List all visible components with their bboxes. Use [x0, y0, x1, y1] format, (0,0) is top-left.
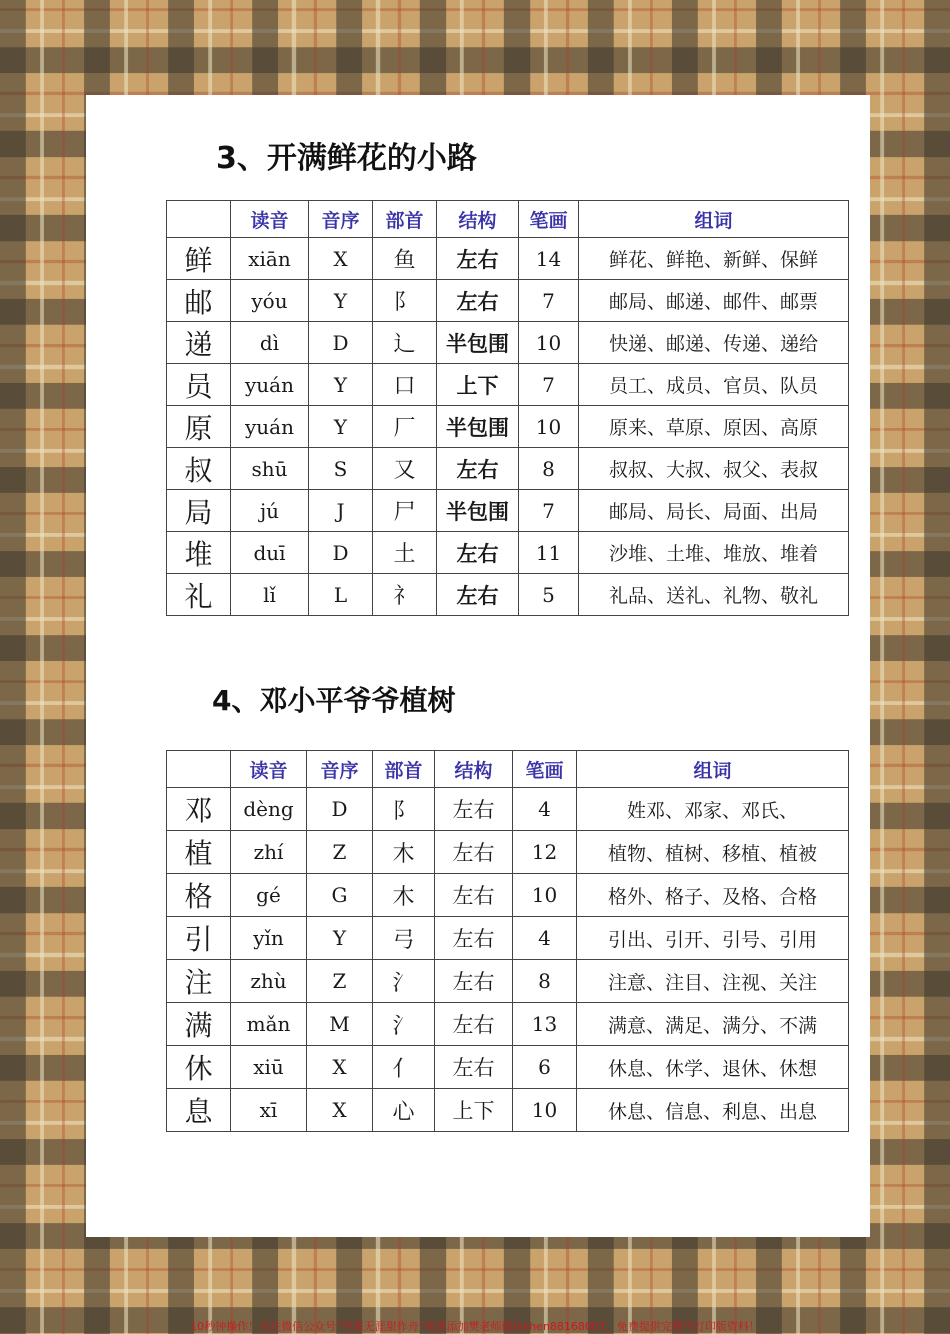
stroke-count-cell: 10	[513, 874, 577, 917]
structure-cell: 半包围	[437, 406, 519, 448]
character-cell: 叔	[167, 448, 231, 490]
character-cell: 鲜	[167, 238, 231, 280]
vocab-table-section-4	[166, 750, 849, 1132]
word-group-cell: 快递、邮递、传递、递给	[579, 322, 849, 364]
structure-cell: 上下	[437, 364, 519, 406]
character-cell: 格	[167, 874, 231, 917]
radical-cell: 阝	[373, 280, 437, 322]
character-cell: 原	[167, 406, 231, 448]
pinyin-cell: gé	[231, 874, 307, 917]
pinyin-cell: xī	[231, 1089, 307, 1132]
vocab-table-section-3	[166, 200, 849, 616]
word-group-cell: 植物、植树、移植、植被	[577, 831, 849, 874]
table-row	[167, 490, 849, 532]
radical-cell: 氵	[373, 1003, 435, 1046]
pinyin-cell: yuán	[231, 406, 309, 448]
column-header: 音序	[309, 201, 373, 238]
stroke-count-cell: 4	[513, 917, 577, 960]
stroke-count-cell: 4	[513, 788, 577, 831]
initial-letter-cell: Y	[307, 917, 373, 960]
stroke-count-cell: 7	[519, 280, 579, 322]
column-header: 部首	[373, 751, 435, 788]
stroke-count-cell: 6	[513, 1046, 577, 1089]
initial-letter-cell: D	[309, 532, 373, 574]
pinyin-cell: zhí	[231, 831, 307, 874]
stroke-count-cell: 8	[513, 960, 577, 1003]
table-row	[167, 238, 849, 280]
character-cell: 局	[167, 490, 231, 532]
word-group-cell: 员工、成员、官员、队员	[579, 364, 849, 406]
section-title-3: 3、开满鲜花的小路	[216, 141, 477, 176]
column-header: 音序	[307, 751, 373, 788]
promo-footer-text: 10秒钟操作！关注微信公众号“学海无涯甜作舟”或者添加樊老师微信shen88168007，免费提供完整可打印版资料！	[190, 1320, 760, 1333]
pinyin-cell: xiū	[231, 1046, 307, 1089]
initial-letter-cell: G	[307, 874, 373, 917]
pinyin-cell: yóu	[231, 280, 309, 322]
table-row	[167, 788, 849, 831]
stroke-count-cell: 8	[519, 448, 579, 490]
stroke-count-cell: 13	[513, 1003, 577, 1046]
pinyin-cell: lǐ	[231, 574, 309, 616]
table-row	[167, 406, 849, 448]
pinyin-cell: jú	[231, 490, 309, 532]
table-row	[167, 448, 849, 490]
column-header	[167, 201, 231, 238]
initial-letter-cell: J	[309, 490, 373, 532]
column-header: 组词	[579, 201, 849, 238]
pinyin-cell: dì	[231, 322, 309, 364]
worksheet-paper	[86, 95, 870, 1237]
radical-cell: 氵	[373, 960, 435, 1003]
structure-cell: 左右	[435, 831, 513, 874]
column-header: 结构	[435, 751, 513, 788]
radical-cell: 又	[373, 448, 437, 490]
initial-letter-cell: D	[307, 788, 373, 831]
initial-letter-cell: Z	[307, 831, 373, 874]
initial-letter-cell: D	[309, 322, 373, 364]
table-row	[167, 1046, 849, 1089]
stroke-count-cell: 10	[513, 1089, 577, 1132]
word-group-cell: 原来、草原、原因、高原	[579, 406, 849, 448]
section-title-4: 4、邓小平爷爷植树	[212, 684, 456, 717]
radical-cell: 阝	[373, 788, 435, 831]
column-header: 读音	[231, 201, 309, 238]
table-row	[167, 574, 849, 616]
structure-cell: 左右	[437, 574, 519, 616]
radical-cell: 木	[373, 831, 435, 874]
radical-cell: 口	[373, 364, 437, 406]
initial-letter-cell: L	[309, 574, 373, 616]
table-row	[167, 917, 849, 960]
character-cell: 休	[167, 1046, 231, 1089]
pinyin-cell: yuán	[231, 364, 309, 406]
structure-cell: 半包围	[437, 490, 519, 532]
initial-letter-cell: M	[307, 1003, 373, 1046]
table-row	[167, 532, 849, 574]
word-group-cell: 姓邓、邓家、邓氏、	[577, 788, 849, 831]
structure-cell: 左右	[437, 448, 519, 490]
pinyin-cell: xiān	[231, 238, 309, 280]
initial-letter-cell: X	[307, 1089, 373, 1132]
stroke-count-cell: 10	[519, 322, 579, 364]
radical-cell: 亻	[373, 1046, 435, 1089]
word-group-cell: 礼品、送礼、礼物、敬礼	[579, 574, 849, 616]
initial-letter-cell: X	[307, 1046, 373, 1089]
word-group-cell: 鲜花、鲜艳、新鲜、保鲜	[579, 238, 849, 280]
radical-cell: 土	[373, 532, 437, 574]
structure-cell: 左右	[435, 917, 513, 960]
radical-cell: 弓	[373, 917, 435, 960]
table-row	[167, 1003, 849, 1046]
radical-cell: 礻	[373, 574, 437, 616]
table-row	[167, 1089, 849, 1132]
structure-cell: 左右	[435, 1046, 513, 1089]
pinyin-cell: mǎn	[231, 1003, 307, 1046]
character-cell: 礼	[167, 574, 231, 616]
initial-letter-cell: S	[309, 448, 373, 490]
column-header: 笔画	[519, 201, 579, 238]
structure-cell: 上下	[435, 1089, 513, 1132]
character-cell: 满	[167, 1003, 231, 1046]
word-group-cell: 邮局、邮递、邮件、邮票	[579, 280, 849, 322]
radical-cell: 鱼	[373, 238, 437, 280]
initial-letter-cell: X	[309, 238, 373, 280]
structure-cell: 半包围	[437, 322, 519, 364]
character-cell: 注	[167, 960, 231, 1003]
table-row	[167, 280, 849, 322]
pinyin-cell: shū	[231, 448, 309, 490]
character-cell: 堆	[167, 532, 231, 574]
initial-letter-cell: Y	[309, 364, 373, 406]
pinyin-cell: yǐn	[231, 917, 307, 960]
word-group-cell: 邮局、局长、局面、出局	[579, 490, 849, 532]
table-row	[167, 960, 849, 1003]
character-cell: 息	[167, 1089, 231, 1132]
stroke-count-cell: 10	[519, 406, 579, 448]
radical-cell: 辶	[373, 322, 437, 364]
word-group-cell: 注意、注目、注视、关注	[577, 960, 849, 1003]
structure-cell: 左右	[435, 874, 513, 917]
word-group-cell: 引出、引开、引号、引用	[577, 917, 849, 960]
structure-cell: 左右	[437, 532, 519, 574]
radical-cell: 尸	[373, 490, 437, 532]
structure-cell: 左右	[435, 960, 513, 1003]
radical-cell: 木	[373, 874, 435, 917]
character-cell: 邓	[167, 788, 231, 831]
pinyin-cell: dèng	[231, 788, 307, 831]
stroke-count-cell: 12	[513, 831, 577, 874]
table-row	[167, 322, 849, 364]
stroke-count-cell: 14	[519, 238, 579, 280]
stroke-count-cell: 11	[519, 532, 579, 574]
stroke-count-cell: 5	[519, 574, 579, 616]
initial-letter-cell: Y	[309, 406, 373, 448]
radical-cell: 心	[373, 1089, 435, 1132]
table-header-row	[167, 201, 849, 238]
pinyin-cell: duī	[231, 532, 309, 574]
character-cell: 邮	[167, 280, 231, 322]
table-header-row	[167, 751, 849, 788]
radical-cell: 厂	[373, 406, 437, 448]
stroke-count-cell: 7	[519, 364, 579, 406]
character-cell: 引	[167, 917, 231, 960]
table-row	[167, 364, 849, 406]
column-header: 部首	[373, 201, 437, 238]
pinyin-cell: zhù	[231, 960, 307, 1003]
word-group-cell: 休息、信息、利息、出息	[577, 1089, 849, 1132]
column-header: 组词	[577, 751, 849, 788]
word-group-cell: 满意、满足、满分、不满	[577, 1003, 849, 1046]
word-group-cell: 格外、格子、及格、合格	[577, 874, 849, 917]
column-header: 读音	[231, 751, 307, 788]
word-group-cell: 沙堆、土堆、堆放、堆着	[579, 532, 849, 574]
column-header: 结构	[437, 201, 519, 238]
word-group-cell: 叔叔、大叔、叔父、表叔	[579, 448, 849, 490]
character-cell: 植	[167, 831, 231, 874]
initial-letter-cell: Z	[307, 960, 373, 1003]
initial-letter-cell: Y	[309, 280, 373, 322]
structure-cell: 左右	[435, 788, 513, 831]
character-cell: 员	[167, 364, 231, 406]
structure-cell: 左右	[437, 280, 519, 322]
word-group-cell: 休息、休学、退休、休想	[577, 1046, 849, 1089]
column-header	[167, 751, 231, 788]
character-cell: 递	[167, 322, 231, 364]
structure-cell: 左右	[435, 1003, 513, 1046]
table-row	[167, 874, 849, 917]
structure-cell: 左右	[437, 238, 519, 280]
table-row	[167, 831, 849, 874]
stroke-count-cell: 7	[519, 490, 579, 532]
column-header: 笔画	[513, 751, 577, 788]
